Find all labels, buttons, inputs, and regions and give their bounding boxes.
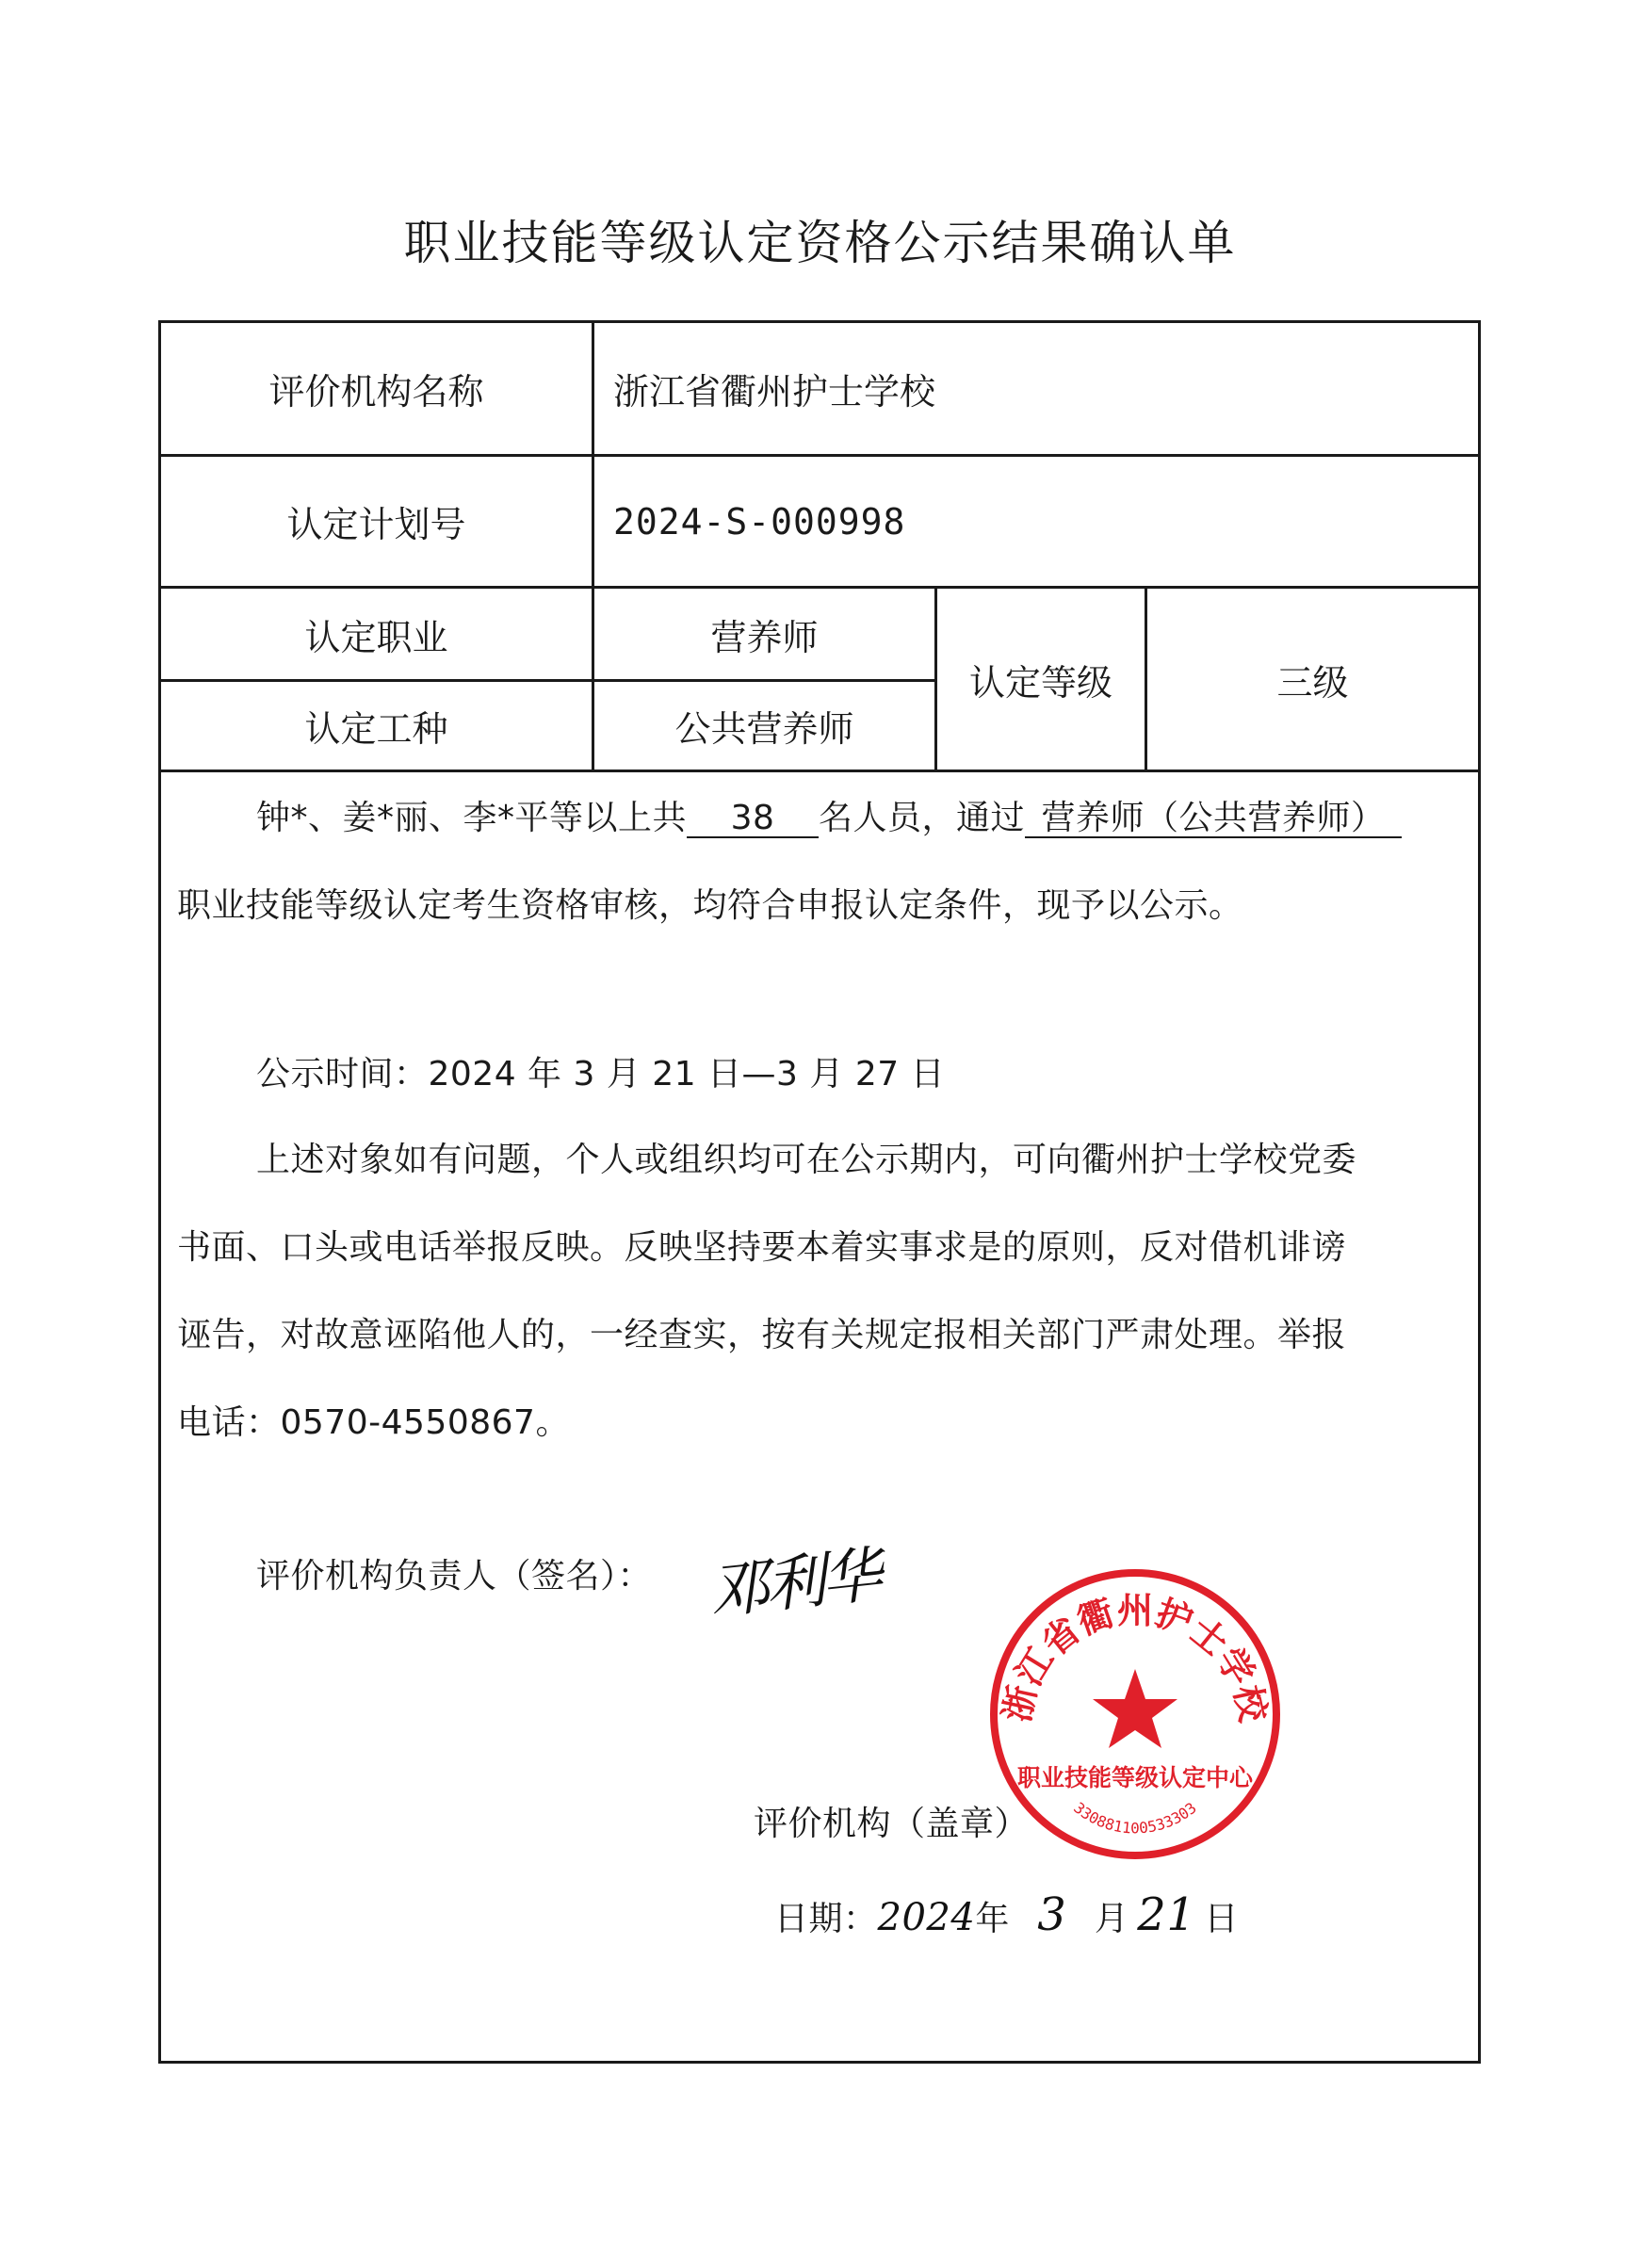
- candidate-count: 38: [687, 801, 819, 838]
- plan-number-label: 认定计划号: [286, 504, 466, 545]
- date-year-unit: 年: [975, 1900, 1010, 1938]
- date-day-handwritten: 21: [1137, 1888, 1196, 1941]
- seal-star: [1093, 1669, 1177, 1748]
- notice-line: 电话：0570-4550867。: [177, 1403, 570, 1442]
- statement-line-2: 职业技能等级认定考生资格审核，均符合申报认定条件，现予以公示。: [177, 886, 1243, 925]
- org-name-label: 评价机构名称: [268, 371, 484, 413]
- date-line: [774, 1888, 1239, 1941]
- worktype-value: 公共营养师: [674, 708, 854, 750]
- date-month-unit: 月: [1094, 1900, 1129, 1938]
- notice-line: 书面、口头或电话举报反映。反映坚持要本着实事求是的原则，反对借机诽谤: [177, 1228, 1347, 1267]
- date-label: 日期：: [774, 1900, 878, 1938]
- level-value: 三级: [1276, 661, 1349, 704]
- handwritten-signature: 邓利华: [706, 1540, 883, 1628]
- date-year-handwritten: 2024: [877, 1896, 976, 1939]
- seal-center-text: 职业技能等级认定中心: [1016, 1764, 1254, 1791]
- count-suffix: 名人员，通过: [819, 799, 1026, 837]
- leader-signature-label: 评价机构负责人（签名）：: [256, 1557, 653, 1596]
- level-label: 认定等级: [968, 661, 1112, 704]
- date-day-unit: 日: [1204, 1900, 1239, 1938]
- occupation-label: 认定职业: [304, 616, 448, 658]
- date-month-handwritten: 3: [1037, 1888, 1067, 1941]
- seal-org-text: 浙江省衢州护士学校: [995, 1589, 1275, 1725]
- table-divider: [161, 770, 1478, 772]
- worktype-label: 认定工种: [304, 708, 448, 750]
- seal-code-text: 330881100533303: [1070, 1798, 1200, 1838]
- seal-label: 评价机构（盖章）: [754, 1805, 1030, 1843]
- candidate-names: 钟*、姜*丽、李*平等以上共: [256, 799, 688, 837]
- document-title: 职业技能等级认定资格公示结果确认单: [403, 216, 1237, 270]
- org-name-value: 浙江省衢州护士学校: [613, 371, 936, 413]
- notice-line: 上述对象如有问题，个人或组织均可在公示期内，可向衢州护士学校党委: [256, 1141, 1357, 1179]
- plan-number-value: 2024-S-000998: [613, 500, 906, 543]
- statement-line-1: [256, 791, 1402, 839]
- official-seal-icon: [984, 1563, 1286, 1865]
- notice-line: 诬告，对故意诬陷他人的，一经查实，按有关规定报相关部门严肃处理。举报: [177, 1316, 1347, 1354]
- occupation-underlined: 营养师（公共营养师）: [1025, 801, 1402, 838]
- occupation-value: 营养师: [710, 616, 819, 658]
- publicity-period: 公示时间：2024 年 3 月 21 日—3 月 27 日: [256, 1055, 946, 1094]
